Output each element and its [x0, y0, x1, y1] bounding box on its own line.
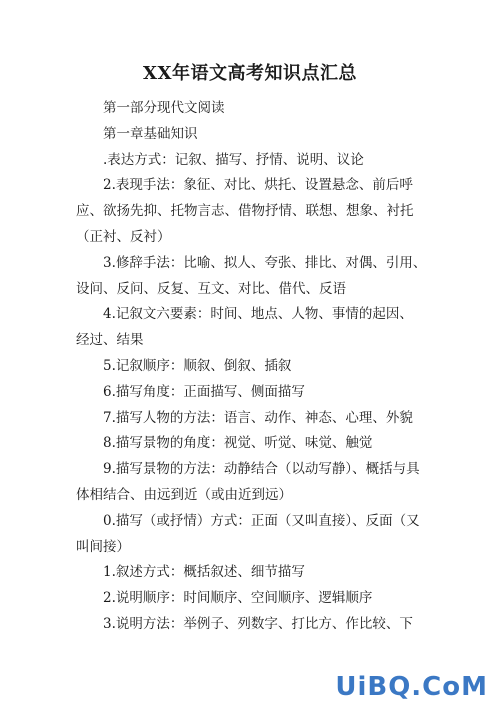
text-line: 0.描写（或抒情）方式：正面（又叫直接）、反面（又 [103, 512, 420, 529]
text-line: 2.说明顺序：时间顺序、空间顺序、逻辑顺序 [103, 590, 373, 607]
text-line: 第一部分现代文阅读 [103, 100, 225, 116]
text-line: 3.修辞手法：比喻、拟人、夸张、排比、对偶、引用、 [103, 254, 427, 271]
document-title: XX年语文高考知识点汇总 [143, 63, 357, 84]
text-line: .表达方式：记叙、描写、抒情、说明、议论 [103, 151, 364, 168]
text-line: 5.记叙顺序：顺叙、倒叙、插叙 [103, 357, 292, 374]
text-line: 2.表现手法：象征、对比、烘托、设置悬念、前后呼 [103, 177, 413, 194]
watermark-logo: UiBQ.CoM [335, 672, 488, 702]
text-line: 1.叙述方式：概括叙述、细节描写 [103, 564, 305, 581]
text-line: 9.描写景物的方法：动静结合（以动写静）、概括与具 [103, 461, 420, 478]
text-line: 第一章基础知识 [103, 125, 198, 142]
text-line: 经过、结果 [76, 332, 144, 349]
text-line: 设问、反问、反复、互文、对比、借代、反语 [76, 280, 346, 297]
text-line: 4.记叙文六要素：时间、地点、人物、事情的起因、 [103, 306, 413, 323]
document-body [76, 96, 426, 638]
text-line: 7.描写人物的方法：语言、动作、神态、心理、外貌 [103, 409, 413, 426]
text-line: 6.描写角度：正面描写、侧面描写 [103, 383, 305, 400]
text-line: 体相结合、由远到近（或由近到远） [76, 486, 292, 503]
text-line: 8.描写景物的角度：视觉、听觉、味觉、触觉 [103, 435, 373, 452]
text-line: 3.说明方法：举例子、列数字、打比方、作比较、下 [103, 615, 413, 632]
text-line: （正衬、反衬） [76, 228, 171, 245]
text-line: 叫间接） [76, 538, 130, 555]
text-line: 应、欲扬先抑、托物言志、借物抒情、联想、想象、衬托 [76, 203, 414, 220]
